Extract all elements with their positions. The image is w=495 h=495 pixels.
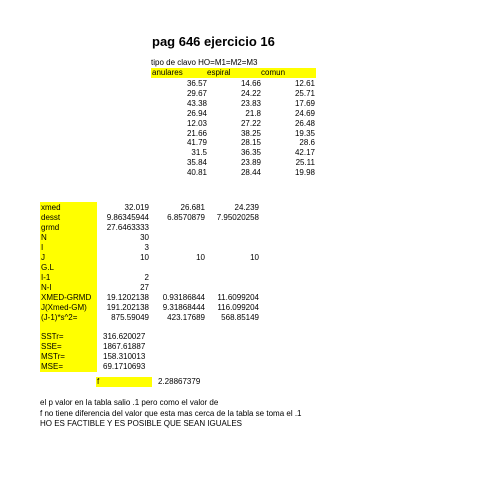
data-cell: 29.67 bbox=[186, 88, 207, 98]
stat-label: N-I bbox=[41, 283, 52, 292]
column-header: comun bbox=[261, 68, 286, 77]
hypothesis-label: tipo de clavo HO=M1=M2=M3 bbox=[151, 58, 258, 67]
stat-value: 26.681 bbox=[180, 203, 205, 212]
data-cell: 26.48 bbox=[294, 118, 315, 128]
data-cell: 36.35 bbox=[240, 148, 261, 158]
stat-label: G.L bbox=[41, 263, 54, 272]
note-line: HO ES FACTIBLE Y ES POSIBLE QUE SEAN IGUALES bbox=[40, 419, 242, 428]
stat-value: 6.8570879 bbox=[167, 213, 205, 222]
data-cell: 21.66 bbox=[186, 128, 207, 138]
column-header: anulares bbox=[152, 68, 183, 77]
data-cell: 36.57 bbox=[186, 79, 207, 88]
stat-value: 9.86345944 bbox=[106, 213, 149, 222]
stat-label: (J-1)*s^2= bbox=[41, 313, 78, 322]
data-cell: 21.8 bbox=[245, 108, 261, 118]
ss-value: 158.310013 bbox=[103, 352, 146, 361]
stat-label: J(Xmed-GM) bbox=[41, 303, 87, 312]
f-highlight bbox=[96, 377, 152, 387]
stat-value: 11.6099204 bbox=[217, 293, 259, 302]
stat-label: J bbox=[41, 253, 45, 262]
data-cell: 24.22 bbox=[240, 88, 261, 98]
data-cell: 19.35 bbox=[294, 128, 315, 138]
data-cell: 23.89 bbox=[240, 158, 261, 168]
data-cell: 31.5 bbox=[191, 148, 207, 158]
ss-label: MSE= bbox=[41, 362, 64, 371]
data-cell: 28.15 bbox=[240, 138, 261, 148]
data-cell: 17.69 bbox=[294, 98, 315, 108]
column-header: espiral bbox=[207, 68, 231, 77]
stat-value: 30 bbox=[140, 233, 149, 242]
stat-value: 27.6463333 bbox=[106, 223, 149, 232]
stat-label: I bbox=[41, 243, 44, 252]
stat-label: xmed bbox=[41, 203, 61, 212]
data-cell: 35.84 bbox=[186, 158, 207, 168]
data-cell: 41.79 bbox=[186, 138, 207, 148]
ss-value: 1867.61887 bbox=[103, 342, 146, 351]
ss-label: MSTr= bbox=[41, 352, 65, 361]
stat-value: 116.099204 bbox=[217, 303, 259, 312]
stat-label: N bbox=[41, 233, 47, 242]
data-cell: 28.44 bbox=[240, 168, 261, 178]
data-cell: 19.98 bbox=[294, 168, 315, 178]
data-cell: 25.11 bbox=[295, 158, 315, 168]
data-cell: 24.69 bbox=[294, 108, 315, 118]
note-line: el p valor en la tabla salio .1 pero como el valor de bbox=[40, 398, 219, 407]
stat-value: 9.31868444 bbox=[162, 303, 205, 312]
data-cell: 26.94 bbox=[186, 108, 207, 118]
data-cell: 14.66 bbox=[240, 79, 261, 88]
stat-value: 7.95020258 bbox=[216, 213, 259, 222]
ss-label: SSTr= bbox=[41, 332, 64, 341]
ss-value: 316.620027 bbox=[103, 332, 146, 341]
ss-label: SSE= bbox=[41, 342, 62, 351]
stat-value: 568.85149 bbox=[221, 313, 259, 322]
note-line: f no tiene diferencia del valor que esta mas cerca de la tabla se toma el .1 bbox=[40, 408, 302, 418]
stat-value: 10 bbox=[140, 253, 149, 262]
stat-value: 3 bbox=[144, 243, 149, 252]
page-title: pag 646 ejercicio 16 bbox=[152, 34, 275, 49]
stat-value: 27 bbox=[140, 283, 149, 292]
stat-value: 0.93186844 bbox=[162, 293, 205, 302]
data-cell: 40.81 bbox=[186, 168, 207, 178]
stat-value: 875.59049 bbox=[111, 313, 149, 322]
data-cell: 42.17 bbox=[294, 148, 315, 158]
ss-value: 69.1710693 bbox=[103, 362, 146, 371]
data-cell: 12.61 bbox=[294, 79, 315, 88]
stat-value: 191.202138 bbox=[106, 303, 149, 312]
stat-value: 423.17689 bbox=[167, 313, 205, 322]
data-cell: 23.83 bbox=[240, 98, 261, 108]
data-cell: 27.22 bbox=[240, 118, 261, 128]
f-value: 2.28867379 bbox=[158, 377, 201, 386]
stat-value: 19.1202138 bbox=[106, 293, 149, 302]
stat-value: 24.239 bbox=[234, 203, 259, 212]
data-cell: 12.03 bbox=[186, 118, 207, 128]
stat-value: 10 bbox=[196, 253, 205, 262]
stat-value: 32.019 bbox=[124, 203, 149, 212]
data-cell: 28.6 bbox=[299, 138, 315, 148]
data-cell: 38.25 bbox=[240, 128, 261, 138]
f-label: f bbox=[97, 377, 100, 386]
stat-label: desst bbox=[41, 213, 61, 222]
stat-value: 10 bbox=[250, 253, 259, 262]
data-cell: 25.71 bbox=[294, 88, 315, 98]
data-cell: 43.38 bbox=[186, 98, 207, 108]
stat-value: 2 bbox=[144, 273, 149, 282]
stat-label: grmd bbox=[41, 223, 60, 232]
stat-label: I-1 bbox=[41, 273, 51, 282]
stat-label: XMED-GRMD bbox=[41, 293, 92, 302]
